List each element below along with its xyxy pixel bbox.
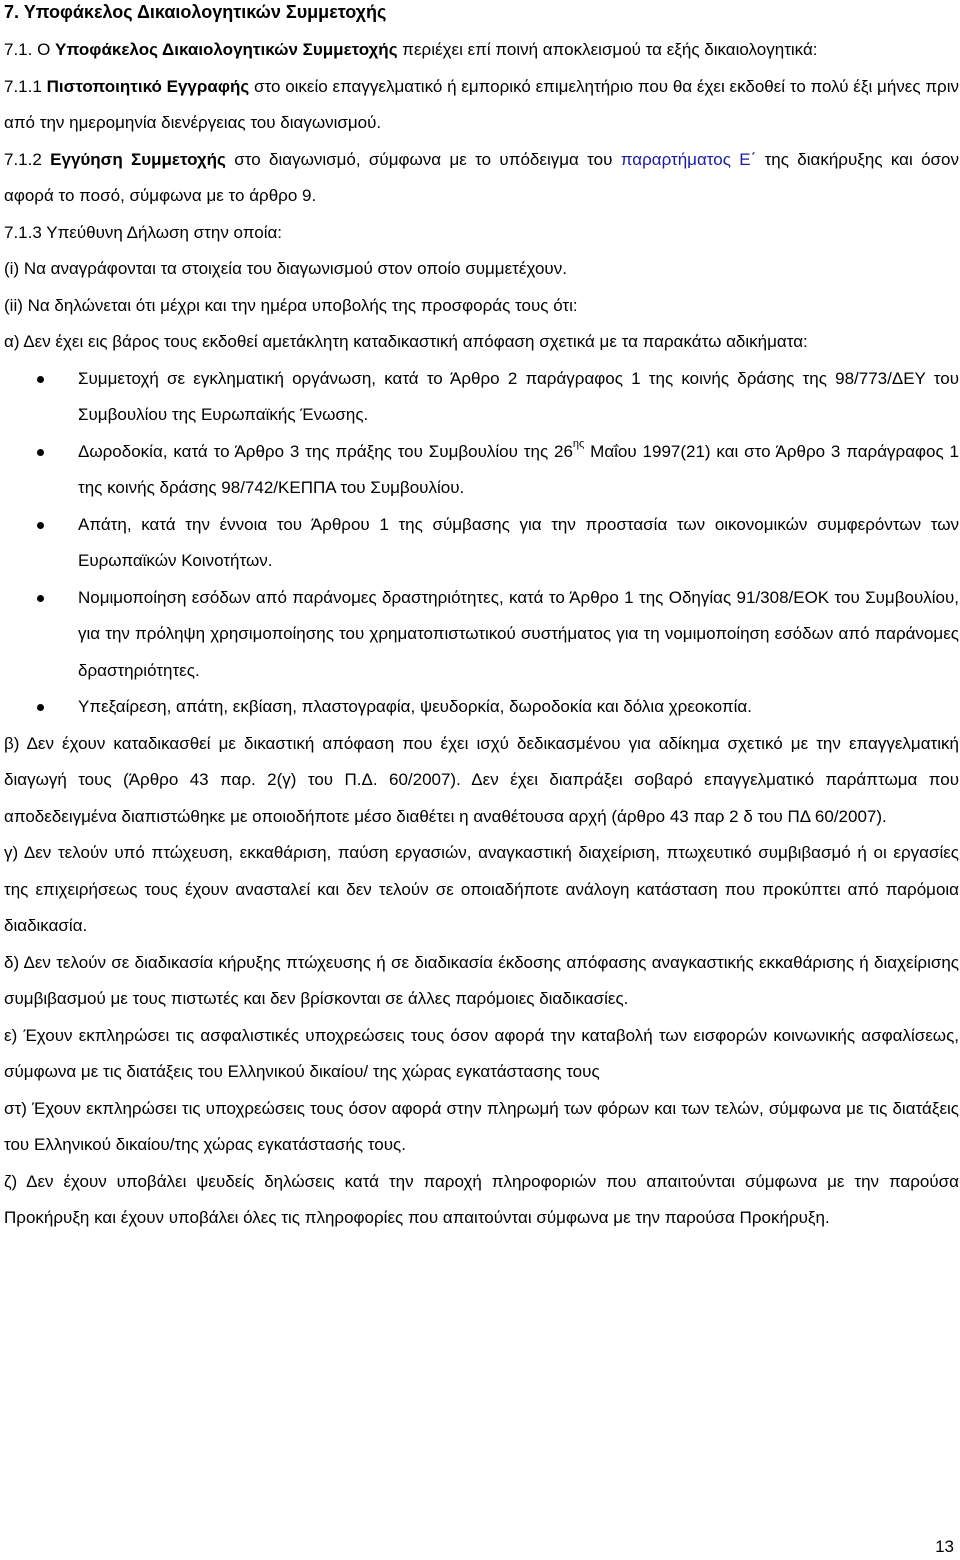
paragraph-7-1-3: 7.1.3 Υπεύθυνη Δήλωση στην οποία:	[4, 222, 283, 242]
bullet-icon	[37, 595, 44, 602]
p71-bold: Υποφάκελος Δικαιολογητικών Συμμετοχής	[55, 40, 398, 59]
list-item-text: Νομιμοποίηση εσόδων από παράνομες δραστηριότητες, κατά το Άρθρο 1 της Οδηγίας 91/308/ΕΟΚ του Συμβουλίου, για την πρόληψη χρησιμοποίησης του χρηματοπιστωτικού συστήματος για τη νομιμοποίηση εσόδων από παράνομες δραστηριότητες.	[78, 587, 959, 680]
paragraph-a: α) Δεν έχει εις βάρος τους εκδοθεί αμετάκλητη καταδικαστική απόφαση σχετικά με τα παρακάτω αδικήματα:	[4, 332, 808, 351]
list-item-text-pre: Δωροδοκία, κατά το Άρθρο 3 της πράξης του Συμβουλίου της 26	[78, 441, 573, 461]
p712-pre: στο διαγωνισμό, σύμφωνα με το υπόδειγμα του	[225, 149, 621, 169]
paragraph-d: δ) Δεν τελούν σε διαδικασία κήρυξης πτώχευσης ή σε διαδικασία έκδοσης απόφασης αναγκαστικής εκκαθάρισης ή διαχείρισης συμβιβασμού με τους πιστωτές και δεν βρίσκονται σε άλλες παρόμοιες διαδικασίες.	[4, 952, 959, 1008]
list-item-text: Υπεξαίρεση, απάτη, εκβίαση, πλαστογραφία, ψευδορκία, δωροδοκία και δόλια χρεοκοπία.	[78, 697, 752, 716]
annex-reference: παραρτήματος Ε΄	[620, 149, 757, 169]
paragraph-7-1	[4, 32, 959, 69]
paragraph-e: ε) Έχουν εκπληρώσει τις ασφαλιστικές υποχρεώσεις τους όσον αφορά την καταβολή των εισφορών κοινωνικής ασφαλίσεως, σύμφωνα με τις διατάξεις του Ελληνικού δικαίου/ της χώρας εγκατάστασης τους	[4, 1025, 959, 1081]
list-item	[4, 434, 959, 507]
p712-num: 7.1.2	[4, 149, 51, 169]
paragraph-b: β) Δεν έχουν καταδικασθεί με δικαστική απόφαση που έχει ισχύ δεδικασμένου για αδίκημα σχετικό με την επαγγελματική διαγωγή τους (Άρθρο 43 παρ. 2(γ) του Π.Δ. 60/2007). Δεν έχει διαπράξει σοβαρό επαγγελματικό παράπτωμα που αποδεδειγμένα διαπιστώθηκε με οποιοδήποτε μέσο διαθέτει η αναθέτουσα αρχή (άρθρο 43 παρ 2 δ του ΠΔ 60/2007).	[4, 733, 959, 826]
list-item	[4, 507, 959, 580]
paragraph-st: στ) Έχουν εκπληρώσει τις υποχρεώσεις τους όσον αφορά στην πληρωμή των φόρων και των τελών, σύμφωνα με τις διατάξεις του Ελληνικού δικαίου/της χώρας εγκατάστασής τους.	[4, 1098, 959, 1154]
list-item	[4, 689, 959, 726]
paragraph-i: (i) Να αναγράφονται τα στοιχεία του διαγωνισμού στον οποίο συμμετέχουν.	[4, 259, 567, 278]
ordinal-superscript: ης	[572, 437, 585, 450]
paragraph-7-1-2	[4, 142, 959, 215]
p711-num: 7.1.1	[4, 76, 47, 96]
p712-post: της διακήρυξης και όσον αφορά το ποσό, σύμφωνα με το άρθρο 9.	[4, 149, 959, 205]
list-item	[4, 580, 959, 690]
p711-bold: Πιστοποιητικό Εγγραφής	[46, 76, 250, 96]
paragraph-ii: (ii) Να δηλώνεται ότι μέχρι και την ημέρα υποβολής της προσφοράς τους ότι:	[4, 295, 578, 315]
bullet-icon	[37, 449, 44, 456]
offences-list	[4, 361, 959, 726]
section-title: 7. Υποφάκελος Δικαιολογητικών Συμμετοχής	[4, 2, 387, 22]
list-item-text-post: Μαΐου 1997(21) και στο Άρθρο 3 παράγραφος 1 της κοινής δράσης 98/742/ΚΕΠΠΑ του Συμβουλίου.	[78, 441, 960, 497]
bullet-icon	[37, 704, 44, 711]
paragraph-7-1-1	[4, 69, 959, 142]
p71-rest: περιέχει επί ποινή αποκλεισμού τα εξής δικαιολογητικά:	[397, 40, 818, 59]
p712-bold: Εγγύηση Συμμετοχής	[50, 149, 226, 169]
document-page	[4, 0, 959, 1237]
page-number: 13	[935, 1537, 954, 1556]
p71-num: 7.1. Ο	[4, 40, 56, 59]
p711-rest: στο οικείο επαγγελματικό ή εμπορικό επιμελητήριο που θα έχει εκδοθεί το πολύ έξι μήνες πριν από την ημερομηνία διενέργειας του διαγωνισμού.	[4, 76, 959, 132]
list-item-text: Απάτη, κατά την έννοια του Άρθρου 1 της σύμβασης για την προστασία των οικονομικών συμφερόντων των Ευρωπαϊκών Κοινοτήτων.	[78, 514, 959, 570]
paragraph-z: ζ) Δεν έχουν υποβάλει ψευδείς δηλώσεις κατά την παροχή πληροφοριών που απαιτούνται σύμφωνα με την παρούσα Προκήρυξη και έχουν υποβάλει όλες τις πληροφορίες που απαιτούνται σύμφωνα με την παρούσα Προκήρυξη.	[4, 1171, 959, 1227]
list-item	[4, 361, 959, 434]
bullet-icon	[37, 522, 44, 529]
paragraph-g: γ) Δεν τελούν υπό πτώχευση, εκκαθάριση, παύση εργασιών, αναγκαστική διαχείριση, πτωχευτικό συμβιβασμό ή οι εργασίες της επιχειρήσεως τους έχουν ανασταλεί και δεν τελούν σε οποιαδήποτε ανάλογη κατάσταση που προκύπτει από παρόμοια διαδικασία.	[4, 843, 959, 935]
list-item-text: Συμμετοχή σε εγκληματική οργάνωση, κατά το Άρθρο 2 παράγραφος 1 της κοινής δράσης της 98/773/ΔΕΥ του Συμβουλίου της Ευρωπαϊκής Ένωσης.	[78, 368, 959, 424]
bullet-icon	[37, 376, 44, 383]
